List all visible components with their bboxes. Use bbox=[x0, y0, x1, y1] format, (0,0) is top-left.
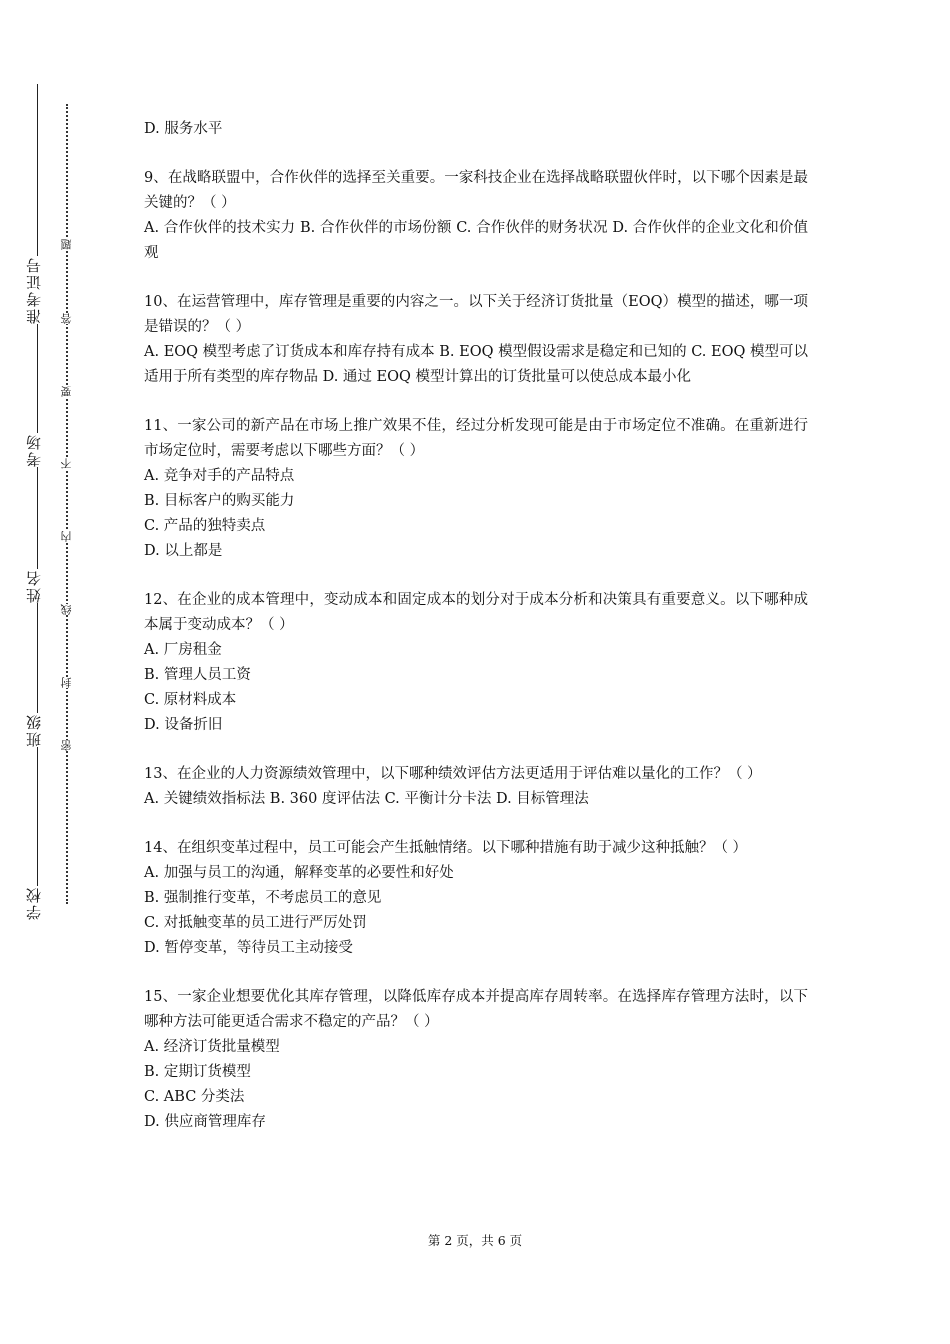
seal-char: 不 bbox=[57, 458, 77, 469]
question-9 bbox=[144, 166, 808, 266]
school-label: 学校 bbox=[20, 886, 48, 920]
option-d: D. 以上都是 bbox=[144, 543, 223, 559]
seal-char: 答 bbox=[57, 313, 77, 324]
option-a: A. 竞争对手的产品特点 bbox=[144, 468, 295, 484]
question-11 bbox=[144, 414, 808, 564]
name-label: 姓名 bbox=[20, 569, 48, 603]
seal-char: 内 bbox=[57, 531, 77, 542]
question-10 bbox=[144, 290, 808, 390]
option-c: C. 产品的独特卖点 bbox=[144, 518, 266, 534]
option-b: B. 定期订货模型 bbox=[144, 1064, 251, 1080]
seal-char: 密 bbox=[57, 740, 77, 751]
question-12 bbox=[144, 588, 808, 738]
question-content bbox=[144, 117, 808, 1159]
question-15 bbox=[144, 985, 808, 1135]
seal-char: 题 bbox=[57, 239, 77, 250]
question-stem: 15、一家企业想要优化其库存管理，以降低库存成本并提高库存周转率。在选择库存管理方法时，以下哪种方法可能更适合需求不稳定的产品？（ ） bbox=[144, 989, 808, 1030]
question-stem: 13、在企业的人力资源绩效管理中，以下哪种绩效评估方法更适用于评估难以量化的工作？（ ） bbox=[144, 766, 762, 782]
question-stem: 10、在运营管理中，库存管理是重要的内容之一。以下关于经济订货批量（EOQ）模型的描述，哪一项是错误的？（ ） bbox=[144, 294, 808, 335]
option-b: B. 强制推行变革，不考虑员工的意见 bbox=[144, 890, 382, 906]
seal-char: 封 bbox=[57, 677, 77, 688]
option-d: D. 暂停变革，等待员工主动接受 bbox=[144, 940, 353, 956]
seal-char: 线 bbox=[57, 604, 77, 615]
option-a: A. 经济订货批量模型 bbox=[144, 1039, 280, 1055]
option-d: D. 服务水平 bbox=[144, 121, 223, 137]
option-b: B. 管理人员工资 bbox=[144, 667, 251, 683]
question-tail bbox=[144, 117, 808, 142]
question-stem: 9、在战略联盟中，合作伙伴的选择至关重要。一家科技企业在选择战略联盟伙伴时，以下哪个因素是最关键的？（ ） bbox=[144, 170, 808, 211]
binding-solid-line bbox=[37, 84, 38, 906]
exam-room-label: 考场 bbox=[20, 433, 48, 467]
question-options: A. 合作伙伴的技术实力 B. 合作伙伴的市场份额 C. 合作伙伴的财务状况 D. 合作伙伴的企业文化和价值观 bbox=[144, 220, 808, 261]
question-stem: 14、在组织变革过程中，员工可能会产生抵触情绪。以下哪种措施有助于减少这种抵触？（ ） bbox=[144, 840, 748, 856]
option-a: A. 加强与员工的沟通，解释变革的必要性和好处 bbox=[144, 865, 454, 881]
seal-dotted-line bbox=[66, 104, 68, 904]
question-options: A. EOQ 模型考虑了订货成本和库存持有成本 B. EOQ 模型假设需求是稳定和已知的 C. EOQ 模型可以适用于所有类型的库存物品 D. 通过 EOQ 模型计算出的订货批量可以使总成本最小化 bbox=[144, 344, 808, 385]
option-c: C. 对抵触变革的员工进行严厉处罚 bbox=[144, 915, 367, 931]
option-c: C. 原材料成本 bbox=[144, 692, 237, 708]
option-b: B. 目标客户的购买能力 bbox=[144, 493, 295, 509]
question-stem: 12、在企业的成本管理中，变动成本和固定成本的划分对于成本分析和决策具有重要意义。以下哪种成本属于变动成本？（ ） bbox=[144, 592, 808, 633]
option-d: D. 设备折旧 bbox=[144, 717, 223, 733]
option-a: A. 厂房租金 bbox=[144, 642, 222, 658]
exam-number-label: 准考证号 bbox=[20, 256, 48, 324]
question-stem: 11、一家公司的新产品在市场上推广效果不佳，经过分析发现可能是由于市场定位不准确。在重新进行市场定位时，需要考虑以下哪些方面？（ ） bbox=[144, 418, 808, 459]
option-c: C. ABC 分类法 bbox=[144, 1089, 245, 1105]
question-options: A. 关键绩效指标法 B. 360 度评估法 C. 平衡计分卡法 D. 目标管理法 bbox=[144, 791, 589, 807]
question-14 bbox=[144, 836, 808, 961]
question-13 bbox=[144, 762, 808, 812]
page-number: 第 2 页，共 6 页 bbox=[427, 1233, 523, 1248]
option-d: D. 供应商管理库存 bbox=[144, 1114, 266, 1130]
seal-char: 要 bbox=[57, 386, 77, 397]
class-label: 班级 bbox=[20, 713, 48, 747]
